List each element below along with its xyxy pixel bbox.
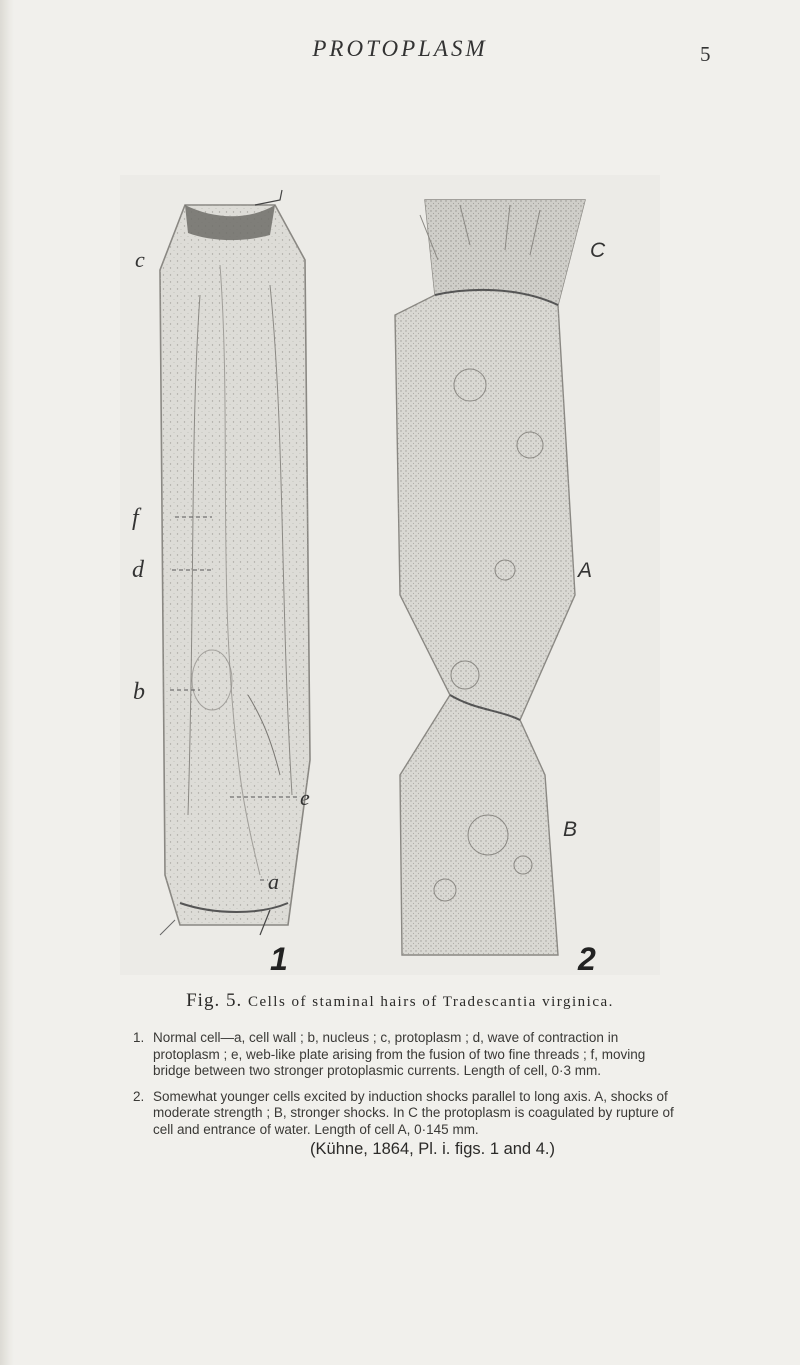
cell-2-label-b: B — [563, 818, 578, 841]
cell-1-label-a: a — [268, 869, 279, 894]
cell-1-label-b: b — [133, 679, 145, 705]
figure-note-1 — [133, 1030, 678, 1080]
figure-notes — [133, 1030, 678, 1147]
note-text: Somewhat younger cells excited by induction shocks parallel to long axis. A, shocks of moderate strength ; B, stronger shocks. In C the protoplasm is coagulated by rupture of cell and entrance of water. Length of cell A, 0·145 mm. — [153, 1088, 674, 1137]
cell-2-drawing — [395, 200, 585, 955]
page-number: 5 — [700, 42, 711, 66]
figure-plate — [120, 175, 660, 975]
cell-1-label-f: f — [132, 505, 139, 531]
running-head: PROTOPLASM — [312, 36, 488, 61]
figure-note-2 — [133, 1089, 678, 1139]
cell-1-label-e: e — [300, 785, 310, 810]
figure-illustration — [120, 175, 660, 975]
figure-citation: (Kühne, 1864, Pl. i. figs. 1 and 4.) — [310, 1140, 555, 1158]
note-text: Normal cell—a, cell wall ; b, nucleus ; c, protoplasm ; d, wave of contraction in protoplasm ; e, web-like plate arising from the fusion of two fine threads ; f, moving bridge between two stronger protoplasmic currents. Length of cell, 0·3 mm. — [153, 1030, 646, 1078]
cell-1-label-d: d — [132, 557, 144, 583]
caption-prefix: Fig. 5. — [186, 990, 243, 1011]
cell-1-drawing — [160, 190, 310, 935]
figure-caption — [0, 990, 800, 1012]
figure-number-2: 2 — [578, 941, 596, 975]
figure-number-1: 1 — [270, 941, 288, 975]
note-number: 1. — [133, 1030, 145, 1045]
page-binding-shadow — [0, 0, 14, 1365]
note-number: 2. — [133, 1088, 145, 1104]
cell-2-label-c: C — [590, 239, 606, 262]
cell-2-label-a: A — [578, 559, 593, 582]
caption-title: Cells of staminal hairs of Tradescantia virginica. — [247, 994, 614, 1010]
cell-1-label-c: c — [135, 247, 145, 272]
